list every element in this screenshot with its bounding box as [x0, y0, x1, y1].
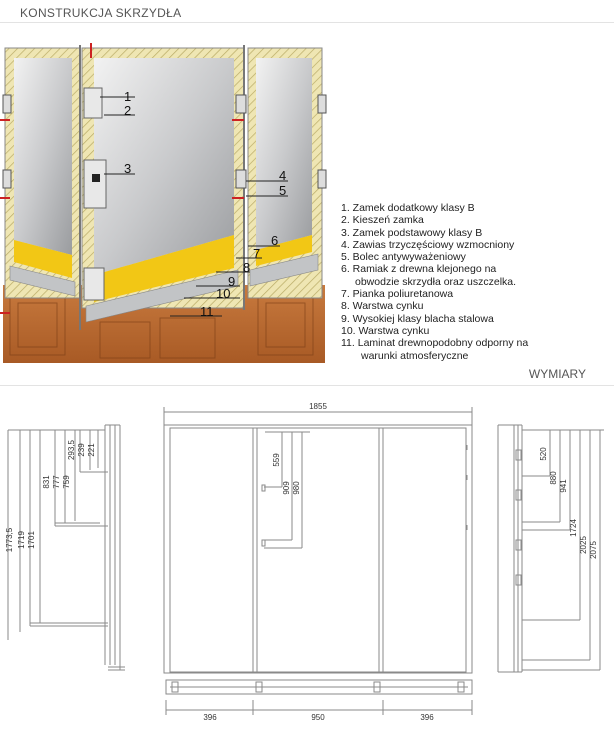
callout-11: 11	[200, 304, 214, 319]
dim-label: 941	[559, 479, 568, 493]
legend-item: 5. Bolec antywyważeniowy	[341, 251, 466, 264]
dim-label: 831	[42, 475, 51, 489]
legend-item: 6. Ramiak z drewna klejonego na	[341, 263, 497, 276]
dim-label: 909	[282, 481, 291, 495]
callout-4: 4	[279, 168, 287, 183]
legend-item: 1. Zamek dodatkowy klasy B	[341, 202, 475, 214]
dim-label: 221	[87, 443, 96, 457]
dim-label: 1701	[27, 531, 36, 549]
dim-label: 293,5	[67, 439, 76, 461]
dim-label: 980	[292, 481, 301, 495]
legend-item: 4. Zawias trzyczęściowy wzmocniony	[341, 238, 515, 251]
callout-5: 5	[279, 183, 287, 198]
dim-label: 2025	[579, 536, 588, 554]
dim-label: 777	[52, 475, 61, 489]
legend-item: 11. Laminat drewnopodobny odporny na	[341, 337, 529, 350]
callout-1: 1	[124, 89, 132, 104]
dim-label: 239	[77, 443, 86, 457]
callout-10: 10	[216, 286, 231, 301]
dim-label: 1724	[569, 519, 578, 537]
legend-item: 8. Warstwa cynku	[341, 300, 424, 313]
callout-6: 6	[271, 233, 279, 248]
legend-item: 10. Warstwa cynku	[341, 324, 430, 337]
dim-label: 759	[62, 475, 71, 489]
section-header-dimensions	[0, 367, 614, 386]
callout-2: 2	[124, 103, 132, 118]
callout-3: 3	[124, 161, 132, 176]
legend-item: 9. Wysokiej klasy blacha stalowa	[341, 312, 494, 325]
dim-label: 396	[420, 713, 434, 722]
dimensions-drawing	[0, 390, 614, 734]
dim-label: 1719	[17, 531, 26, 549]
callout-7: 7	[253, 246, 261, 261]
legend-item: 3. Zamek podstawowy klasy B	[341, 226, 483, 239]
dim-label: 2075	[589, 541, 598, 559]
wing-construction-diagram	[0, 40, 340, 365]
legend-item: obwodzie skrzydła oraz uszczelka.	[355, 275, 517, 288]
dim-label: 950	[311, 713, 325, 722]
dim-label: 1855	[309, 402, 327, 411]
dim-label: 396	[203, 713, 217, 722]
dim-label: 880	[549, 471, 558, 485]
legend-item: 7. Pianka poliuretanowa	[341, 288, 454, 301]
dim-label: 559	[272, 453, 281, 467]
callout-9: 9	[228, 274, 236, 289]
dim-label: 1773,5	[5, 527, 14, 553]
section-title: KONSTRUKCJA SKRZYDŁA	[20, 6, 182, 20]
legend-item: 2. Kieszeń zamka	[341, 214, 424, 227]
component-legend	[341, 202, 541, 362]
section-title: WYMIARY	[528, 367, 586, 381]
legend-item: warunki atmosferyczne	[361, 349, 469, 362]
section-header-construction	[0, 0, 614, 23]
dim-label: 520	[539, 447, 548, 461]
callout-8: 8	[243, 260, 251, 275]
